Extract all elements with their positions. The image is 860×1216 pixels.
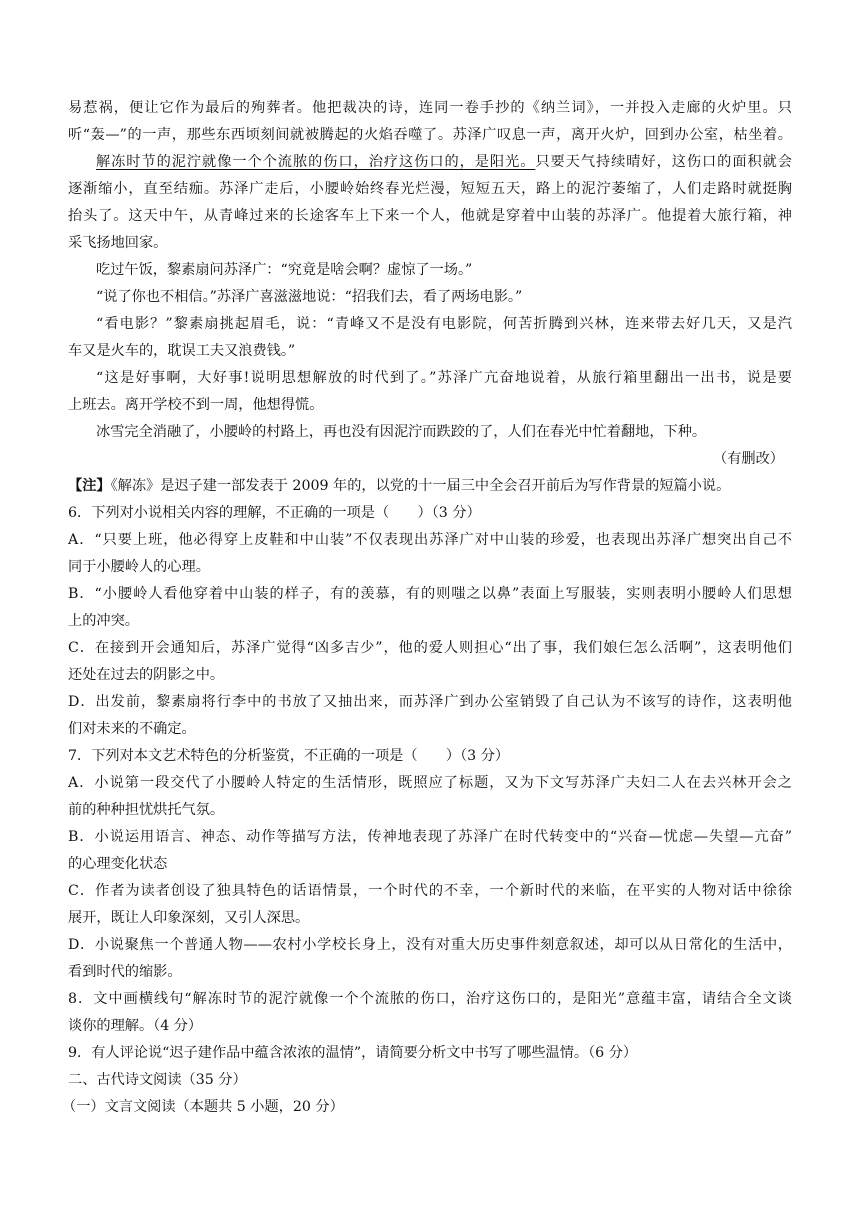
story-paragraph-7: 冰雪完全消融了，小腰岭的村路上，再也没有因泥泞而跌跤的了，人们在春光中忙着翻地，下种。 (96, 424, 707, 440)
question-6-option-c-line-2: 还处在过去的阴影之中。 (68, 667, 225, 683)
question-7-stem: 7．下列对本文艺术特色的分析鉴赏，不正确的一项是（ ）（3 分） (68, 748, 510, 764)
story-paragraph-5-line-1: “看电影？”黎素扇挑起眉毛，说：“青峰又不是没有电影院，何苦折腾到兴林，连来带去好几天，又是汽 (96, 316, 792, 332)
question-7-option-d-line-1: D．小说聚焦一个普通人物——农村小学校长身上，没有对重大历史事件刻意叙述，却可以从日常化的生活中， (68, 937, 792, 953)
story-paragraph-3: 吃过午饭，黎素扇问苏泽广：“究竟是啥会啊？虚惊了一场。” (96, 262, 473, 278)
question-8-line-2: 谈你的理解。（4 分） (68, 1018, 203, 1034)
story-paragraph-2-line-4: 采飞扬地回家。 (68, 235, 168, 251)
story-paragraph-4: “说了你也不相信。”苏泽广喜滋滋地说：“招我们去，看了两场电影。” (96, 289, 523, 305)
story-source-note: （有删改） (713, 451, 784, 467)
question-6-option-c-line-1: C．在接到开会通知后，苏泽广觉得“凶多吉少”，他的爱人则担心“出了事，我们娘仨怎么活啊”，这表明他们 (68, 640, 792, 656)
underlined-sentence: 解冻时节的泥泞就像一个个流脓的伤口，治疗这伤口的，是阳光。 (96, 154, 536, 170)
question-6-option-b-line-2: 上的冲突。 (68, 613, 139, 629)
question-6-option-d-line-2: 们对未来的不确定。 (68, 721, 196, 737)
story-paragraph-1-line-2: 听“轰—”的一声，那些东西顷刻间就被腾起的火焰吞噬了。苏泽广叹息一声，离开火炉，回到办公室，枯坐着。 (68, 127, 792, 143)
question-6-option-d-line-1: D．出发前，黎素扇将行李中的书放了又抽出来，而苏泽广到办公室销毁了自己认为不该写的诗作，这表明他 (68, 694, 792, 710)
question-7-option-a-line-2: 前的种种担忧烘托气氛。 (68, 802, 225, 818)
note-label: 【注】 (68, 478, 111, 494)
question-6-stem: 6．下列对小说相关内容的理解，不正确的一项是（ ）（3 分） (68, 505, 481, 521)
story-paragraph-6-line-1: “这是好事啊，大好事!说明思想解放的时代到了。”苏泽广亢奋地说着，从旅行箱里翻出一出书，说是要 (96, 370, 792, 386)
story-paragraph-1-line-1: 易惹祸，便让它作为最后的殉葬者。他把裁决的诗，连同一卷手抄的《纳兰词》，一并投入走廊的火炉里。只 (68, 100, 792, 116)
question-7-option-b-line-2: 的心理变化状态 (68, 856, 168, 872)
note-text: 《解冻》是迟子建一部发表于 2009 年的，以党的十一届三中全会召开前后为写作背景的短篇小说。 (110, 478, 731, 494)
question-6-option-a-line-1: A．“只要上班，他必得穿上皮鞋和中山装”不仅表现出苏泽广对中山装的珍爱，也表现出苏泽广想突出自己不 (68, 532, 792, 548)
question-7-option-d-line-2: 看到时代的缩影。 (68, 964, 182, 980)
question-7-option-b-line-1: B．小说运用语言、神态、动作等描写方法，传神地表现了苏泽广在时代转变中的“兴奋—忧虑—失望—亢奋” (68, 829, 792, 845)
question-8-line-1: 8．文中画横线句“解冻时节的泥泞就像一个个流脓的伤口，治疗这伤口的，是阳光”意蕴丰富，请结合全文谈 (68, 991, 792, 1007)
story-paragraph-2-line-1-rest: 只要天气持续晴好，这伤口的面积就会 (535, 154, 792, 170)
question-7-option-a-line-1: A．小说第一段交代了小腰岭人特定的生活情形，既照应了标题，又为下文写苏泽广夫妇二人在去兴林开会之 (68, 775, 792, 791)
story-paragraph-2-line-3: 抬头了。这天中午，从青峰过来的长途客车上下来一个人，他就是穿着中山装的苏泽广。他提着大旅行箱，神 (68, 208, 792, 224)
section-2-subtitle: （一）文言文阅读（本题共 5 小题，20 分） (62, 1099, 344, 1115)
question-7-option-c-line-2: 展开，既让人印象深刻，又引人深思。 (68, 910, 310, 926)
question-6-option-a-line-2: 同于小腰岭人的心理。 (68, 559, 210, 575)
question-7-option-c-line-1: C．作者为读者创设了独具特色的话语情景，一个时代的不幸，一个新时代的来临，在平实的人物对话中徐徐 (68, 883, 792, 899)
story-paragraph-2-line-1 (96, 152, 792, 172)
story-paragraph-5-line-2: 车又是火车的，耽误工夫又浪费钱。” (68, 343, 296, 359)
story-paragraph-2-line-2: 逐渐缩小，直至结痂。苏泽广走后，小腰岭始终春光烂漫，短短五天，路上的泥泞萎缩了，人们走路时就挺胸 (68, 181, 792, 197)
section-2-title: 二、古代诗文阅读（35 分） (68, 1072, 247, 1088)
annotation-note (68, 476, 792, 496)
story-paragraph-6-line-2: 上班去。离开学校不到一周，他想得慌。 (68, 397, 324, 413)
question-6-option-b-line-1: B．“小腰岭人看他穿着中山装的样子，有的羡慕，有的则嗤之以鼻”表面上写服装，实则表明小腰岭人们思想 (68, 586, 792, 602)
question-9: 9．有人评论说“迟子建作品中蕴含浓浓的温情”，请简要分析文中书写了哪些温情。（6 分） (68, 1045, 638, 1061)
